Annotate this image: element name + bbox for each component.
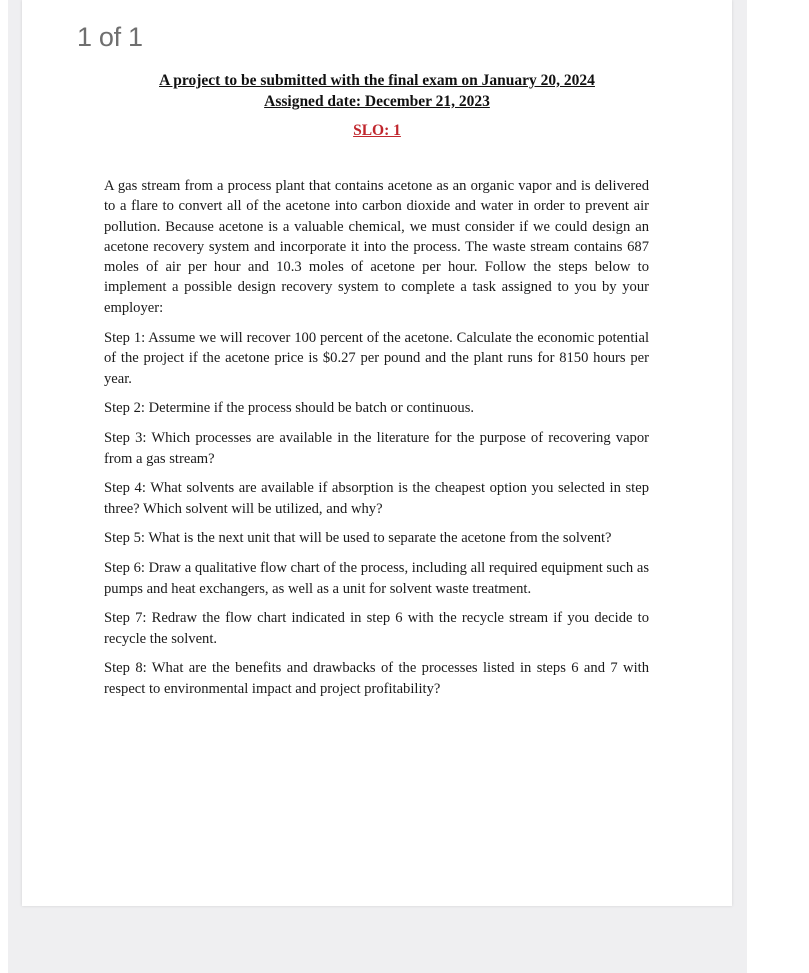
slo-label: SLO: 1 <box>353 122 401 139</box>
submission-date-heading: A project to be submitted with the final exam on January 20, 2024 <box>159 72 595 89</box>
intro-paragraph: A gas stream from a process plant that contains acetone as an organic vapor and is delivered to a flare to convert all of the acetone into carbon dioxide and water in order to prevent air pollution. Because acetone is a valuable chemical, we must consider if we could design an acetone recovery system and incorporate it into the process. The waste stream contains 687 moles of air per hour and 10.3 moles of acetone per hour. Follow the steps below to implement a possible design recovery system to complete a task assigned to you by your employer: <box>104 178 649 316</box>
slo-block <box>22 120 732 141</box>
document-body <box>104 176 649 709</box>
step-7: Step 7: Redraw the flow chart indicated in step 6 with the recycle stream if you decide to recycle the solvent. <box>104 610 649 647</box>
right-margin <box>747 0 809 973</box>
step-2: Step 2: Determine if the process should be batch or continuous. <box>104 400 475 417</box>
step-1: Step 1: Assume we will recover 100 percent of the acetone. Calculate the economic potential of the project if the acetone price is $0.27 per pound and the plant runs for 8150 hours per year. <box>104 330 649 387</box>
step-4: Step 4: What solvents are available if absorption is the cheapest option you selected in step three? Which solvent will be utilized, and why? <box>104 480 649 517</box>
assigned-date-heading: Assigned date: December 21, 2023 <box>264 93 490 110</box>
step-5: Step 5: What is the next unit that will be used to separate the acetone from the solvent? <box>104 530 612 547</box>
document-header <box>22 70 732 112</box>
page-counter: 1 of 1 <box>77 22 143 52</box>
step-8: Step 8: What are the benefits and drawbacks of the processes listed in steps 6 and 7 with respect to environmental impact and project profitability? <box>104 660 649 697</box>
step-3: Step 3: Which processes are available in the literature for the purpose of recovering vapor from a gas stream? <box>104 430 649 467</box>
step-6: Step 6: Draw a qualitative flow chart of the process, including all required equipment such as pumps and heat exchangers, as well as a unit for solvent waste treatment. <box>104 560 649 597</box>
